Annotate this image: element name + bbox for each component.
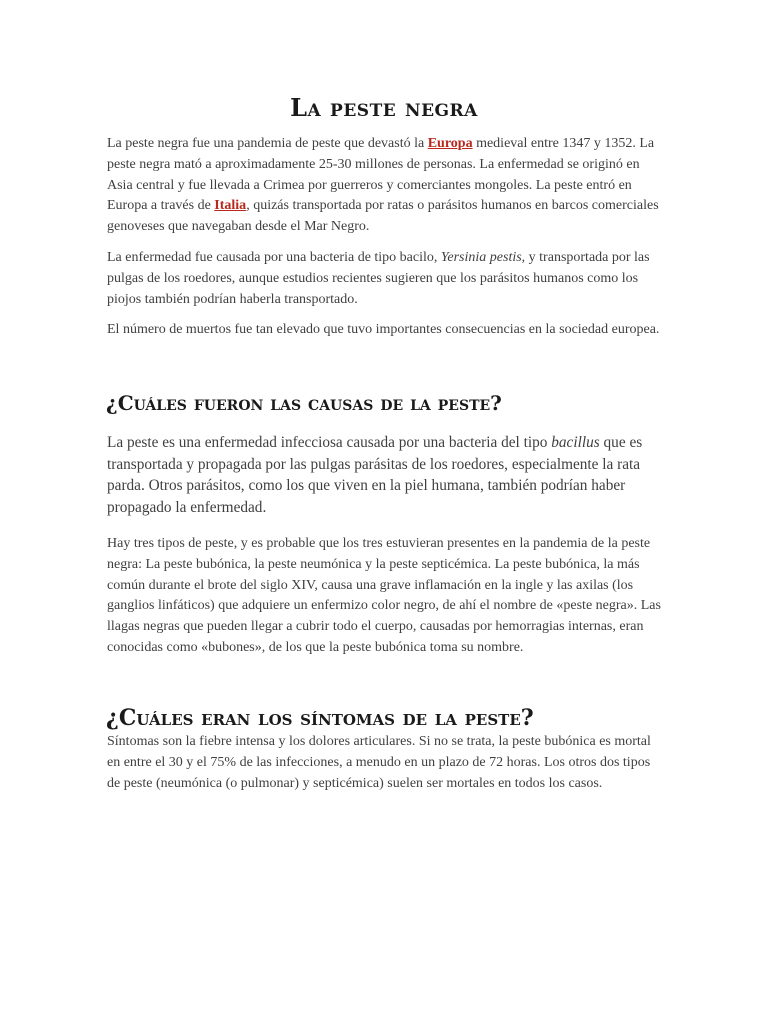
causas-paragraph-2: Hay tres tipos de peste, y es probable que los tres estuvieran presentes en la pandemia de la peste negra: La peste bubónica, la peste neumónica y la peste septicémica. La peste bubónica, la más común durante el brote del siglo XIV, causa una grave inflamación en la ingle y las axilas (los ganglios linfáticos) que adquiere un enfermizo color negro, de ahí el nombre de «peste negra». Las llagas negras que pueden llegar a cubrir todo el cuerpo, causadas por hemorragias internas, eran conocidas como «bubones», de los que la peste bubónica toma su nombre.: [107, 536, 661, 655]
intro-text: medieval entre 1347 y 1352. La peste negra mató a aproximadamente 25-30 millones de personas. La enfermedad se originó en Asia central y fue llevada a Crimea por guerreros y comerciantes mongoles. La peste entró en Europa a través de: [107, 136, 655, 214]
causas-text: La peste es una enfermedad infecciosa causada por una bacteria del tipo: [107, 434, 552, 451]
bacillus-term: bacillus: [551, 434, 600, 451]
section-heading-sintomas: ¿Cuáles eran los síntomas de la peste?: [106, 705, 534, 731]
intro-paragraph-1: [107, 134, 663, 238]
section-heading-causas: ¿Cuáles fueron las causas de la peste?: [106, 391, 502, 415]
intro-text: La peste negra fue una pandemia de peste que devastó la: [107, 136, 428, 151]
intro-paragraph-2: [107, 248, 663, 310]
sintomas-paragraph-1: Síntomas son la fiebre intensa y los dolores articulares. Si no se trata, la peste bubónica es mortal en entre el 30 y el 75% de las infecciones, a menudo en un plazo de 72 horas. Los otros dos tipos de peste (neumónica (o pulmonar) y septicémica) suelen ser mortales en todos los casos.: [107, 734, 651, 791]
species-name: Yersinia pestis: [440, 250, 522, 265]
intro-text: La enfermedad fue causada por una bacteria de tipo bacilo,: [107, 250, 441, 265]
page-title: La peste negra: [290, 93, 478, 122]
intro-text: , quizás transportada por ratas o parásitos humanos en barcos comerciales genoveses que navegaban desde el Mar Negro.: [107, 198, 659, 235]
causas-paragraph-1: [107, 432, 647, 518]
link-europa[interactable]: Europa: [427, 136, 473, 151]
link-italia[interactable]: Italia: [214, 198, 247, 214]
intro-text: , y transportada por las pulgas de los roedores, aunque estudios recientes sugieren que los parásitos humanos como los piojos también podrían haberla transportado.: [107, 250, 650, 307]
causas-text: que es transportada y propagada por las pulgas parásitas de los roedores, especialmente la rata parda. Otros parásitos, como los que viven en la piel humana, también podrían haber propagado la enfermedad.: [107, 434, 643, 516]
intro-paragraph-3: El número de muertos fue tan elevado que tuvo importantes consecuencias en la sociedad europea.: [107, 322, 660, 337]
